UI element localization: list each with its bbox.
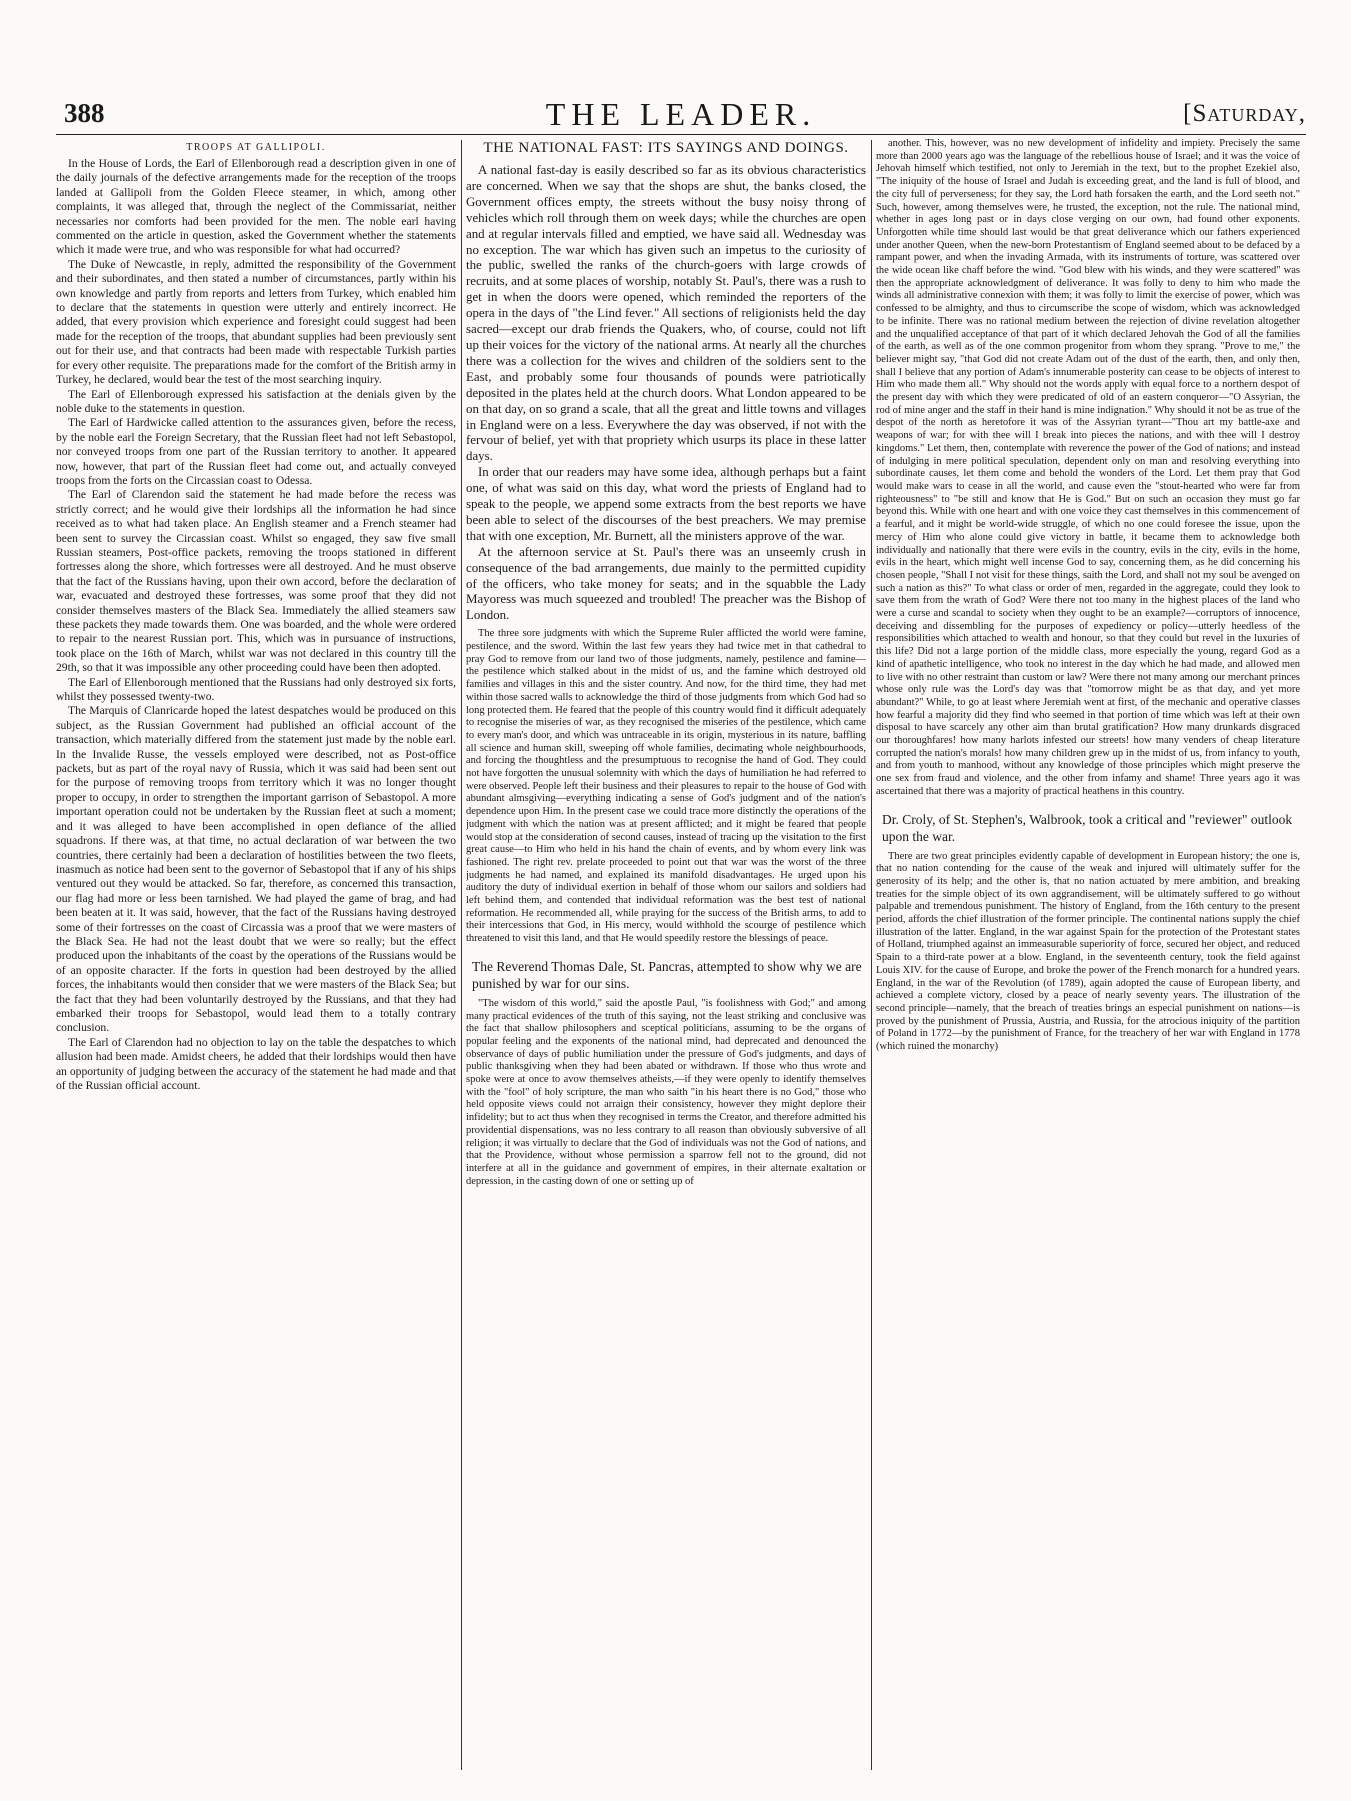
page-header [56, 98, 1306, 132]
article-title-gallipoli: TROOPS AT GALLIPOLI. [186, 142, 326, 153]
paragraph: "The wisdom of this world," said the apostle Paul, "is foolishness with God;" and among many practical evidences of the truth of this saying, not the least striking and conclusive was the fact that shallow philosophers and sceptical politicians, assuming to be the organs of popular feeling and the exponents of the national mind, had deprecated and denounced the observance of days of public humiliation under the pressure of God's judgments, and days of public thanksgiving when they had been abated or withdrawn. If those who thus wrote and spoke were at once to avow themselves atheists,—if they were openly to identify themselves with the "fool" of holy scripture, the man who saith "in his heart there is no God," those who held opposite views could not arraign their consistency, however they might deplore their infidelity; but to act thus when they recognised in terms the Creator, and therefore admitted his providential dispensations, was no less contrary to all reason than obviously subversive of all religion; it was virtually to declare that the God of individuals was not the God of nations, and that the Providence, without whose permission a sparrow fell not to the ground, did not interfere at all in the guidance and government of empires, in their alternate exaltation or depression, in the casting down of one or setting up of [466, 997, 866, 1187]
header-rule [56, 134, 1306, 135]
paragraph: In order that our readers may have some idea, although perhaps but a faint one, of what was said on this day, what word the priests of England had to speak to the people, we append some extracts from the best reports we have been able to select of the discourses of the best preachers. We may premise that with one exception, Mr. Burnett, all the ministers approve of the war. [466, 465, 866, 543]
article-body-national-fast [466, 163, 866, 624]
paragraph: The Earl of Ellenborough mentioned that the Russians had only destroyed six forts, whilst they possessed twenty-two. [56, 675, 456, 704]
paragraph: another. This, however, was no new development of infidelity and impiety. Precisely the same more than 2000 years ago was the language of the rebellious house of Israel; and it was the voice of Jehovah himself which testified, not only to Jeremiah in the text, but to the prophet Ezekiel also, "The iniquity of the house of Israel and Judah is exceeding great, and the land is full of blood, and the city full of perverseness; for they say, the Lord hath forsaken the earth, and the Lord seeth not." Such, however, among themselves were, he trusted, the exception, not the rule. The national mind, whether in ages long past or in days close verging on our own, had found other exponents. Unforgotten while time should last would be that great deliverance which our fathers experienced under another Queen, when the new-born Protestantism of England seemed about to be defaced by a rampant power, and when the invading Armada, with its instruments of torture, was scattered over the wide ocean like chaff before the wind. "God blew with his winds, and they were scattered" was then the appropriate acknowledgment of deliverance. It was folly to deny to him who made the winds all administrative connexion with them; it was folly to limit the exercise of power, which was confessed to be almighty, and thus to circumscribe the scope of wisdom, which was acknowledged to be infinite. There was no rational medium between the rejection of divine revelation altogether and the unqualified acceptance of that part of it which declared Jehovah the God of all the families of the earth, as well as of the one common progenitor from whom they sprang. "Prove to me," the believer might say, "that God did not create Adam out of the dust of the earth, then, and only then, shall I believe that any portion of Adam's innumerable posterity can cease to be objects of interest to Him who made them all." Why should not the words apply with equal force to a northern despot of the present day with which they were predicated of old of an eastern conqueror—"O Assyrian, the rod of mine anger and the staff in their hand is mine indignation." Why should it not be as true of the despot of the north as heretofore it was of the Assyrian tyrant—"Thou art my battle-axe and weapons of war; for with thee will I break into pieces the nations, and with thee will I destroy kingdoms." Let them, then, contemplate with reverence the power of the God of nations; and instead of indulging in mere political speculation, dependent only on man and resolving everything into subordinate causes, let them come and behold the wonders of the Lord. Let them pray that God would make wars to cease in all the world, and cause even the "stout-hearted who were far from righteousness" to "be still and know that He is God." But on such an occasion they must go far beyond this. While with one heart and with one voice they cast themselves in this commencement of a fearful, and it might be world-wide struggle, of which no one could foresee the issue, upon the mercy of Him who alone could give victory in battle, it became them to acknowledge both individually and nationally that there were evils in the country, evils in the city, evils in the home, evils in the heart, which might well incense God to say, concerning them, as he did concerning his chosen people, "Shall I not visit for these things, saith the Lord, and shall not my soul be avenged on such a nation as this?" To what class or order of men, regarded in the aggregate, could they look to save them from the wrath of God? Were there not too many in the highest places of the land who were a curse and scandal to society when they ought to be an example?—corruptors of innocence, deceiving and dissembling for the purposes of expediency or policy—utterly heedless of the responsibilities which attached to wealth and honour, so that they could but revel in the luxuries of this life? Did not a large portion of the middle class, more especially the young, regard God as a kind of apathetic intelligence, who took no interest in the day which he had made, and allowed men to live with no other restraint than custom or law? Were there not many among our merchant princes whose only rule was the Lord's day was that "tomorrow might be as that day, and yet more abundant?" While, to go at least where Jeremiah went at first, of the mechanic and operative classes how fearful a majority did they find who seemed in that portion of time which was left at their own disposal to have scarcely any other aim than brutal gratification? How many drunkards disgraced our thoroughfares! how many harlots infested our streets! how many venders of cheap literature corrupted the nation's morals! how many children grew up in the midst of us, from infancy to youth, and from youth to manhood, without any knowledge of those principles which might preserve the one sex from fraud and violence, and the other from infamy and shame! Three years ago it was ascertained that there was a majority of practical heathens in this country. [876, 138, 1300, 797]
sermon-bishop-of-london [466, 628, 866, 946]
column-3 [876, 138, 1300, 1768]
paragraph: The Earl of Clarendon had no objection to lay on the table the despatches to which allusion had been made. Amidst cheers, he added that their lordships would then have an opportunity of judging between the accuracy of the statement he had made and that of the Russian official account. [56, 1035, 456, 1092]
sermon-thomas-dale [466, 998, 866, 1189]
sermon-dr-croly [876, 851, 1300, 1054]
article-body-gallipoli [56, 157, 456, 1093]
sermon-dale-continued [876, 138, 1300, 799]
paragraph: In the House of Lords, the Earl of Ellenborough read a description given in one of the daily journals of the defective arrangements made for the reception of the troops landed at Gallipoli from the Golden Fleece steamer, in which, among other complaints, it was alleged that, through the neglect of the Commissariat, neither necessaries nor comforts had been provided for the men. The noble earl having commented on the article in question, asked the Government whether the statements which it made were true, and who was responsible for what had occurred? [56, 157, 456, 257]
page-number: 388 [64, 98, 105, 128]
subhead-dr-croly: Dr. Croly, of St. Stephen's, Walbrook, took a critical and "reviewer" outlook upon the war. [882, 811, 1293, 844]
paragraph: The Marquis of Clanricarde hoped the latest despatches would be produced on this subject, as the Russian Government had published an official account of the transaction, which materially differed from the statement just made by the noble earl. In the Invalide Russe, the vessels employed were described, not as Post-office packets, but as part of the royal navy of Russia, which it was said had been sent out for the purpose of removing troops from territory which it was no longer thought proper to occupy, in order to strengthen the important garrison of Sebastopol. A more important operation could not be undertaken by the Russian fleet at such a moment; and it was alleged to have been accomplished in open defiance of the allied squadrons. If there was, at that time, no actual declaration of war between the two countries, there certainly had been a declaration of hostilities between the two fleets, inasmuch as notice had been sent to the governor of Sebastopol that if any of his ships ventured out they would be attacked. So far, therefore, as concerned this transaction, our flag had more or less been tarnished. We had played the game of brag, and had been beaten at it. It was said, however, that the fact of the Russians having destroyed some of their fortresses on the coast of Circassia was a proof that we were masters of the Black Sea. He had not the least doubt that we were so really; but the effect produced upon the inhabitants of the coast by the operations of the Russians would be of an opposite character. If the forts in question had been destroyed by the allied forces, the inhabitants would then consider that we were masters of the Black Sea; but the fact that they had been voluntarily destroyed by the Russians, and that they had embarked their troops for Sebastopol, would lead them to a totally contrary conclusion. [56, 704, 456, 1035]
paragraph: At the afternoon service at St. Paul's there was an unseemly crush in consequence of the bad arrangements, due mainly to the permitted cupidity of the officers, who take money for seats; and in the squabble the Lady Mayoress was much squeezed and troubled! The preacher was the Bishop of London. [466, 544, 866, 623]
column-2 [466, 138, 866, 1768]
paragraph: The Earl of Clarendon said the statement he had made before the recess was strictly correct; and he would give their lordships all the information he had since received as to what had taken place. An English steamer and a French steamer had been sent to survey the Circassian coast. Whilst so engaged, they saw five small Russian steamers, Post-office packets, removing the troops stationed in different fortresses along the shore, which fortresses were all destroyed. And he must observe that the fact of the Russians having, upon their own accord, before the declaration of war, evacuated and destroyed these fortresses, was some proof that they did not consider themselves masters of the Black Sea. Immediately the allied steamers saw these packets they made towards them. One was boarded, and the whole were ordered to repair to the nearest Russian port. This, which was in pursuance of instructions, took place on the 16th of March, whilst war was not declared in this country till the 29th, so that it was impossible any other proceeding could have been then adopted. [56, 488, 456, 675]
paragraph: A national fast-day is easily described so far as its obvious characteristics are concerned. When we say that the shops are shut, the banks closed, the Government offices empty, the streets without the busy noisy throng of vehicles which roll through them on week days; while the churches are open and at regular intervals filled and emptied, we have said all. Wednesday was no exception. The war which has given such an impetus to the curiosity of the public, swelled the ranks of the church-goers with large crowds of recruits, and at some places of worship, notably St. Paul's, there was a rush to get in when the doors were opened, which reminded the reporters of the opera in the days of "the Lind fever." All sections of religionists held the day sacred—except our drab friends the Quakers, who, of course, could not lift up their voices for the victory of the national arms. At nearly all the churches there was a collection for the wives and children of the soldiers sent to the East, and probably some four thousands of pounds were patriotically deposited in the plates held at the church doors. What London appeared to be on that day, on so grand a scale, that all the great and little towns and villages in England were on a less. Everywhere the day was observed, if not with the fervour of belief, yet with that propriety which usurps its place in these latter days. [466, 163, 866, 464]
date-label: [Saturday, [1183, 100, 1306, 127]
paragraph: There are two great principles evidently capable of development in European history; the one is, that no nation contending for the cause of the weak and injured will ultimately suffer for the generosity of its help; and the other is, that no nation actuated by mere ambition, and breaking treaties for the simple object of its own aggrandisement, will be ultimately suffered to go without palpable and tremendous punishment. The history of England, from the 16th century to the present period, affords the chief illustration of the former principle. The continental nations supply the chief illustration of the latter. England, in the war against Spain for the protection of the Protestant states of Holland, triumphed against an immeasurable superiority of force, secured her object, and reduced Spain to a third-rate power at a blow. England, in the seventeenth century, took the field against Louis XIV. for the cause of Europe, and broke the power of the French monarch for a hundred years. England, in the war of the Revolution (of 1789), again adopted the cause of European liberty, and achieved a complete victory, closed by a peace of nearly seventy years. The illustration of the second principle—namely, that the breach of treaties brings an especial punishment on nations—is proved by the punishment of Prussia, Austria, and Russia, for the atrocious iniquity of the partition of Poland in 1772—by the punishment of France, for the treachery of her war with England in 1778 (which ruined the monarchy) [876, 850, 1300, 1053]
paragraph: The Earl of Ellenborough expressed his satisfaction at the denials given by the noble duke to the statements in question. [56, 387, 456, 415]
paragraph: The Earl of Hardwicke called attention to the assurances given, before the recess, by the noble earl the Foreign Secretary, that the Russian fleet had not left Sebastopol, nor conveyed troops from one part of the Russian territory to another. It appeared now, however, that part of the Russian fleet had come out, and actually conveyed troops from the forts on the Circassian coast to Odessa. [56, 416, 456, 487]
masthead-title: THE LEADER. [545, 96, 817, 132]
article-title-national-fast: THE NATIONAL FAST: ITS SAYINGS AND DOINGS. [483, 140, 849, 156]
column-divider [461, 140, 462, 1770]
column-1 [56, 138, 456, 1768]
paragraph: The Duke of Newcastle, in reply, admitted the responsibility of the Government and their subordinates, and then stated a number of circumstances, partly within his own knowledge and partly from reports and letters from Turkey, which enabled him to declare that the statements in question were utterly and entirely incorrect. He added, that every provision which experience and foresight could suggest had been made for the reception of the troops, that abundant supplies had been previously sent out for their use, and that contracts had been made with respectable Turkish parties for every other requisite. The preparations made for the comfort of the British army in Turkey, he declared, would bear the test of the most searching inquiry. [56, 257, 456, 387]
column-divider [871, 140, 872, 1770]
paragraph: The three sore judgments with which the Supreme Ruler afflicted the world were famine, pestilence, and the sword. Within the last few years they had twice met in that cathedral to pray God to remove from our land two of those judgments, namely, pestilence and famine—the pestilence which stalked about in the midst of us, and the famine which destroyed old families and villages in this and the sister country. And now, for the third time, they had met within those sacred walls to acknowledge the third of those judgments from which God had so long protected them. He feared that the people of this country would find it difficult adequately to recognise the miseries of war, as they recognised the miseries of the pestilence, which came to every man's door, and which was untraceable in its origin, mysterious in its nature, baffling all science and human skill, sweeping off whole families, decimating whole neighbourhoods, and forcing the thoughtless and the presumptuous to recognise the hand of God. They could not have forgotten the unusual solemnity with which the days of humiliation he had referred to were observed. People left their business and their pleasures to repair to the house of God with abundant almsgiving—everything indicating a sense of God's judgment and of the nation's dependence upon Him. In the present case we could trace more distinctly the operations of the judgment with which the nation was at present afflicted; and it might be feared that people would stop at the consideration of second causes, instead of tracing up the visitation to the first great cause—to Him who held in his hand the chain of events, and by whom every link was fashioned. The right rev. prelate proceeded to point out that war was the worst of the three judgments he had named, and explained its manifold disadvantages. He urged upon his auditory the duty of individual exertion in behalf of those whom our sailors and soldiers had left behind them, and contended that individual reformation was the best test of national reformation. He recommended all, while praying for the success of the British arms, to add to their intercessions that God, in His mercy, would withhold the scourge of pestilence which threatened to visit this land, and that He would speedily restore the blessings of peace. [466, 628, 866, 945]
subhead-thomas-dale: The Reverend Thomas Dale, St. Pancras, attempted to show why we are punished by war for our sins. [472, 958, 862, 991]
